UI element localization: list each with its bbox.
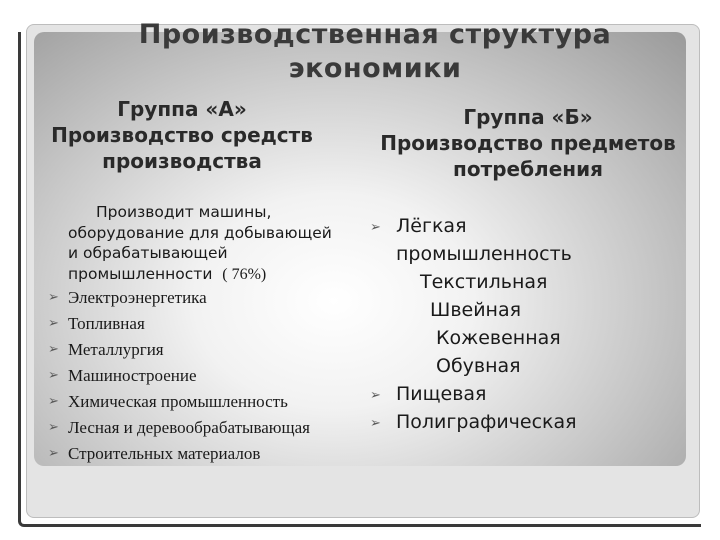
intro-line-2: оборудование для добывающей bbox=[68, 223, 332, 242]
list-item bbox=[48, 337, 368, 363]
list-item-light bbox=[370, 212, 690, 240]
list-item-label: Полиграфическая bbox=[396, 411, 577, 433]
sub-item: Текстильная bbox=[420, 271, 548, 293]
group-a-list bbox=[48, 202, 368, 467]
intro-percent: ( 76%) bbox=[222, 265, 267, 283]
group-a-heading-line-3: производства bbox=[102, 149, 262, 173]
arrow-bullet-icon: ➢ bbox=[48, 446, 59, 461]
group-a-intro bbox=[48, 202, 368, 285]
group-a-heading-line-2: Производство средств bbox=[51, 123, 313, 147]
group-a-heading bbox=[26, 96, 338, 174]
intro-line-1: Производит машины, bbox=[96, 203, 272, 221]
slide-title bbox=[0, 18, 720, 86]
intro-line-3: и обрабатывающей bbox=[68, 244, 228, 262]
list-item-label: Лёгкая bbox=[396, 215, 467, 237]
group-b-list bbox=[370, 212, 690, 436]
list-item bbox=[48, 285, 368, 311]
list-item bbox=[48, 415, 368, 441]
arrow-bullet-icon: ➢ bbox=[48, 316, 59, 331]
list-item-label: Топливная bbox=[68, 314, 145, 333]
arrow-bullet-icon: ➢ bbox=[48, 342, 59, 357]
intro-line-4 bbox=[68, 264, 368, 286]
list-item-label: Электроэнергетика bbox=[68, 288, 207, 307]
intro-line-4-text: промышленности bbox=[68, 264, 213, 283]
arrow-bullet-icon: ➢ bbox=[370, 416, 381, 431]
list-item bbox=[48, 441, 368, 467]
group-b-heading-line-2: Производство предметов bbox=[380, 131, 676, 155]
sub-item: Обувная bbox=[436, 355, 521, 377]
list-item bbox=[370, 408, 690, 436]
sub-item: Кожевенная bbox=[436, 327, 561, 349]
title-line-2: экономики bbox=[288, 53, 462, 84]
group-b-heading-line-3: потребления bbox=[453, 157, 603, 181]
arrow-bullet-icon: ➢ bbox=[48, 420, 59, 435]
list-item-label: Химическая промышленность bbox=[68, 392, 288, 411]
list-item-label: Металлургия bbox=[68, 340, 164, 359]
list-item-label: Лесная и деревообрабатывающая bbox=[68, 418, 310, 437]
title-line-1: Производственная структура bbox=[138, 19, 612, 50]
list-item-label: Пищевая bbox=[396, 383, 487, 405]
arrow-bullet-icon: ➢ bbox=[370, 220, 381, 235]
arrow-bullet-icon: ➢ bbox=[48, 290, 59, 305]
list-item-label: Машиностроение bbox=[68, 366, 197, 385]
list-item bbox=[48, 311, 368, 337]
list-item bbox=[48, 363, 368, 389]
list-item-light-cont: промышленность bbox=[396, 243, 572, 265]
arrow-bullet-icon: ➢ bbox=[48, 368, 59, 383]
group-b-heading-line-1: Группа «Б» bbox=[463, 105, 593, 129]
list-item bbox=[48, 389, 368, 415]
group-b-heading bbox=[360, 104, 696, 182]
list-item bbox=[370, 380, 690, 408]
group-a-heading-line-1: Группа «А» bbox=[117, 97, 247, 121]
list-item-label: Строительных материалов bbox=[68, 444, 261, 463]
sub-item: Швейная bbox=[430, 299, 522, 321]
arrow-bullet-icon: ➢ bbox=[370, 388, 381, 403]
arrow-bullet-icon: ➢ bbox=[48, 394, 59, 409]
